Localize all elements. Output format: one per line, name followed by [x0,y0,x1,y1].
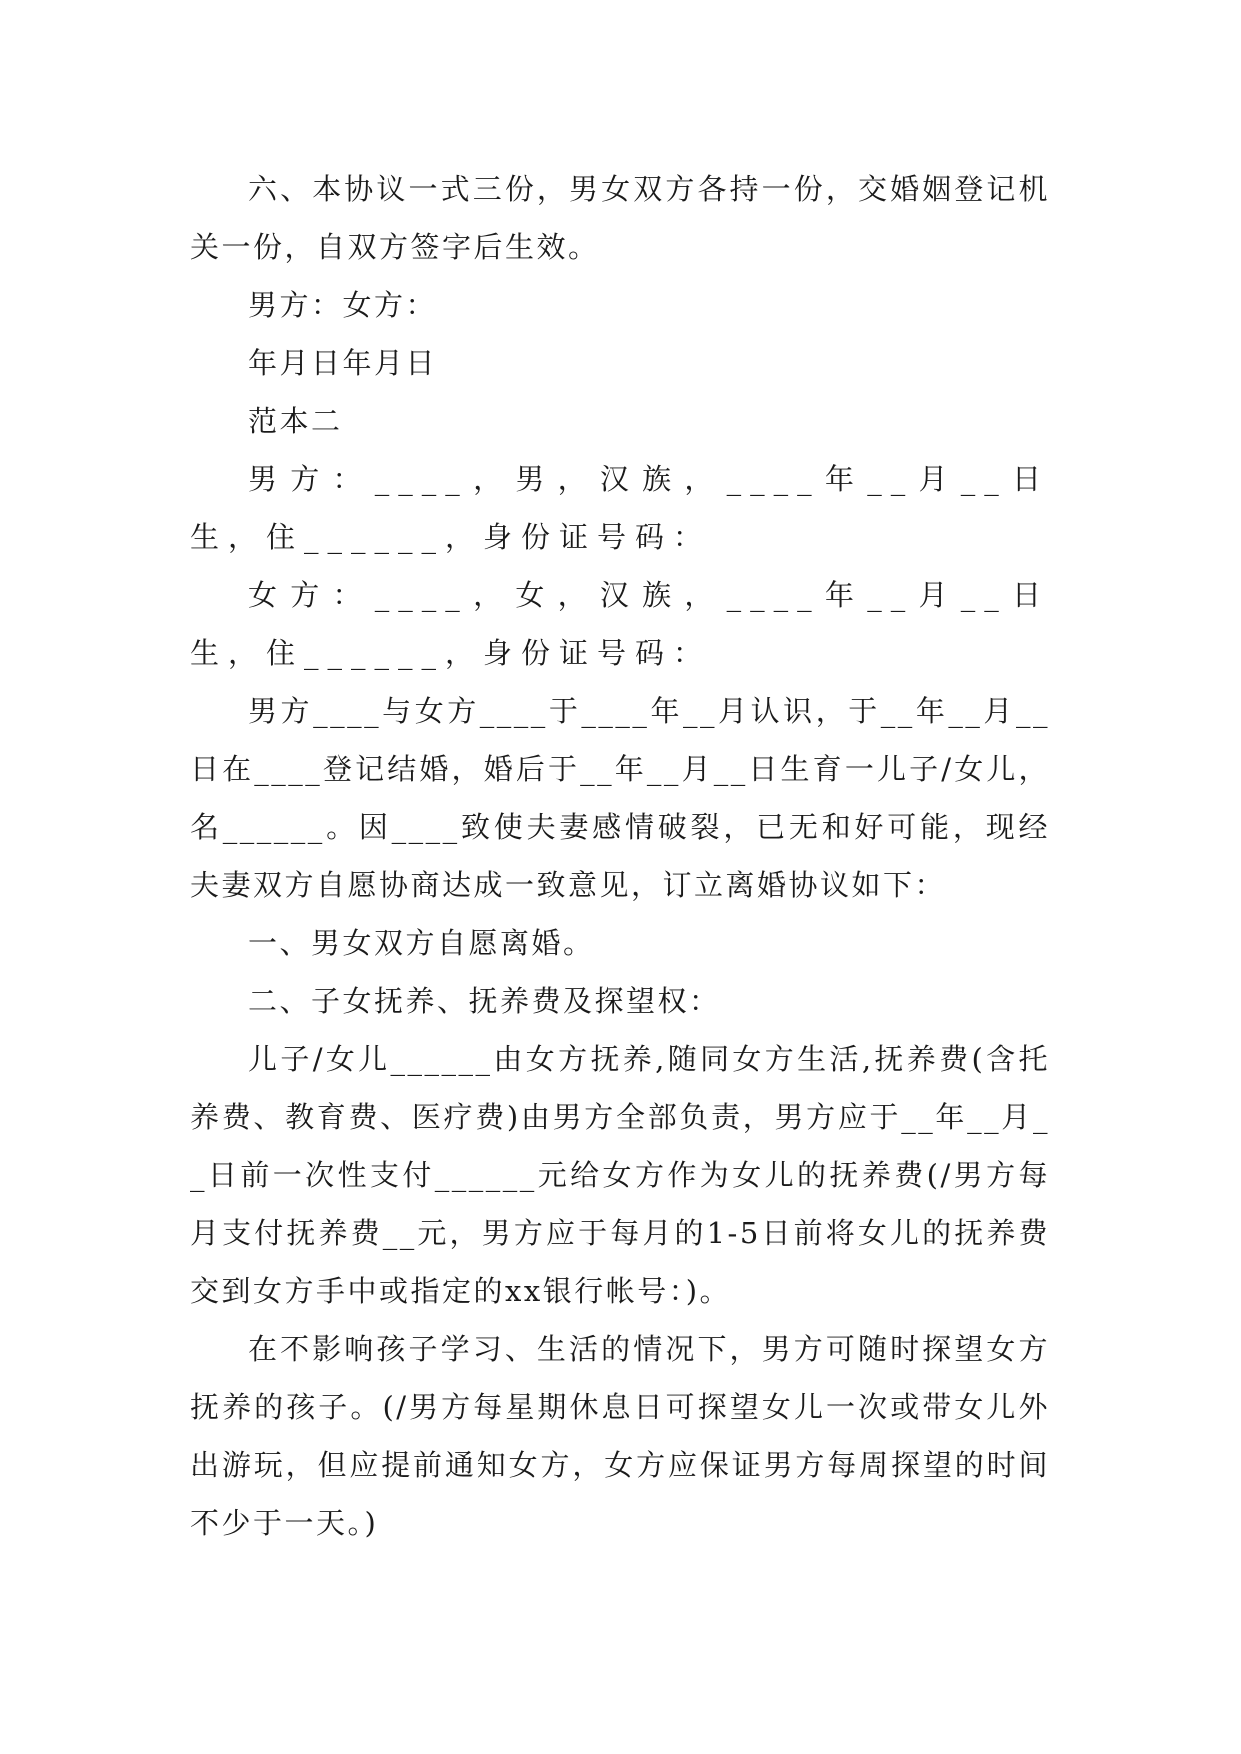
paragraph-six-copies: 六、本协议一式三份，男女双方各持一份，交婚姻登记机关一份，自双方签字后生效。 [190,172,1050,264]
template-two-heading: 范本二 [248,404,343,438]
signature-date-line: 年月日年月日 [248,346,438,380]
clause-two-heading: 二、子女抚养、抚养费及探望权： [248,984,721,1018]
visitation-terms: 在不影响孩子学习、生活的情况下，男方可随时探望女方抚养的孩子。(/男方每星期休息日可探望女儿一次或带女儿外出游玩，但应提前通知女方，女方应保证男方每周探望的时间不少于一天。) [190,1332,1050,1540]
clause-one-divorce: 一、男女双方自愿离婚。 [248,926,595,960]
marriage-background: 男方____与女方____于____年__月认识，于__年__月__日在____登记结婚，婚后于__年__月__日生育一儿子/女儿，名______。因____致使夫妻感情破裂，已无和好可能，现经夫妻双方自愿协商达成一致意见，订立离婚协议如下： [190,694,1050,902]
signature-parties-line: 男方：女方： [248,288,438,322]
female-party-info: 女方：____，女，汉族，____年__月__日生，住______，身份证号码： [190,578,1050,670]
male-party-info: 男方：____，男，汉族，____年__月__日生，住______，身份证号码： [190,462,1050,554]
child-support-terms: 儿子/女儿______由女方抚养,随同女方生活,抚养费(含托养费、教育费、医疗费)由男方全部负责，男方应于__年__月__日前一次性支付______元给女方作为女儿的抚养费(/男方每月支付抚养费__元，男方应于每月的1-5日前将女儿的抚养费交到女方手中或指定的xx银行帐号：)。 [190,1042,1050,1308]
document-body [190,160,1050,1552]
